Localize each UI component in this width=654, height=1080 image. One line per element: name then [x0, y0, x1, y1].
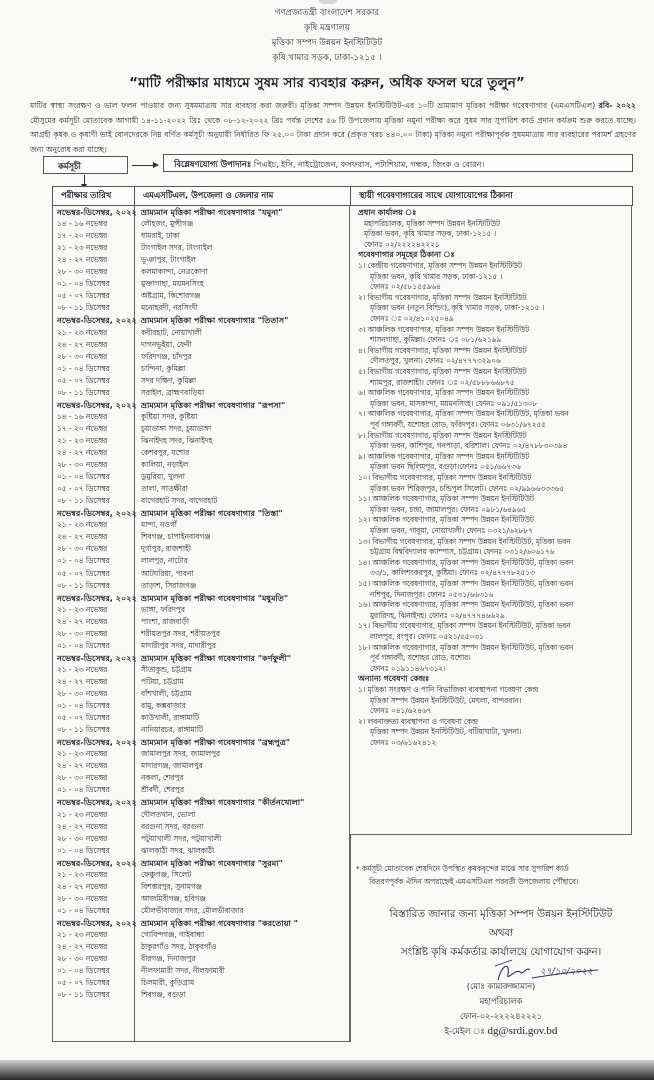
signatory-name: (মোঃ কামারুজ্জামান): [466, 981, 536, 991]
footnote-line-2: বিতরণপূর্বক ঐদিন অপরাহ্নেই এমএসটিএল পরবর্তী উপজেলায় পৌঁছাবে।: [369, 877, 579, 886]
address-list: [350, 205, 632, 835]
stop-date: ২৪ - ২৭ নভেম্বর: [57, 761, 108, 771]
stop-date: ১৭ - ২০ নভেম্বর: [57, 231, 108, 241]
stop-date: ১৪ - ১৬ নভেম্বর: [57, 219, 108, 229]
schedule-row: [53, 531, 349, 543]
lab-address-line: মৃত্তিকা ভবন, চন্দ্রা, জামালপুর। ফোনঃ ০৯৮১/৬৪৯৬৫: [370, 504, 527, 514]
column-divider-lower: [350, 835, 351, 1042]
stop-date: ০৮ - ১১ ডিসেম্বর: [57, 496, 110, 506]
lab-address-line: মৃত্তিকা ভবন (নতুন বিল্ডিং), কৃষি খামার সড়ক, ঢাকা-১২১৫ ।: [370, 303, 545, 313]
schedule-row: [53, 989, 349, 1001]
lab-address-line: শ্যামপুর, রাজশাহী। ফোনঃ ঃ ০২/৫৮৮৮৬৬৮৭৫: [370, 377, 515, 387]
schedule-row: [53, 676, 349, 688]
lab-address-title: ৩। আঞ্চলিক গবেষণাগার, মৃত্তিকা সম্পদ উন্নয়ন ইনস্টিটিউট: [358, 324, 530, 334]
schedule-group-row: [53, 736, 349, 748]
stop-place: ভূঞাপুর, টাংগাইল: [141, 255, 196, 265]
schedule-row: [53, 712, 349, 724]
analysis-elements-box: [163, 154, 633, 172]
group-period: নভেম্বর-ডিসেম্বর, ২০২২: [57, 315, 137, 326]
lab-name: ভ্রাম্যমান মৃত্তিকা পরীক্ষা গবেষণাগার "রূপসা": [141, 399, 286, 410]
stop-date: ২৪ - ২৭ নভেম্বর: [57, 616, 108, 626]
email-link[interactable]: dg@srdi.gov.bd: [487, 1025, 558, 1037]
stop-place: ফেঞ্চুগঞ্জ, সিলেট: [141, 869, 192, 879]
schedule-row: [53, 893, 349, 905]
lab-name: ভ্রাম্যমান মৃত্তিকা পরীক্ষা গবেষণাগার "কর্ণফুলী": [141, 652, 291, 663]
stop-date: ২১ - ২৩ নভেম্বর: [57, 327, 108, 337]
lab-address-line: ফোনঃ ০২/৫৮১৫৫৯৬৪: [370, 282, 441, 292]
stop-place: দাগনভূইয়া, ফেনী: [141, 339, 192, 349]
lab-address-line: মৃত্তিকা ভবন, কাশিপুর, গনপাড়া, বরিশাল। ফোনঃ ০২/৪৭৮৮৩০৩৯৪: [370, 441, 568, 451]
lab-address-line: চট্টগ্রাম বিশ্ববিদ্যালয় ক্যাম্পাস, চট্টগ্রাম। ফোনঃ ০৩১২/৬০৬১৭৬: [370, 547, 555, 557]
group-period: নভেম্বর-ডিসেম্বর, ২০২২: [57, 207, 137, 217]
schedule-row: [53, 724, 349, 736]
stop-place: লালপুর, নাটোর: [141, 556, 188, 566]
center-line: ফোনঃ ০৪১/৬২৪৬৭: [370, 706, 432, 716]
stop-place: মৌলভীবাজার সদর, মৌলভীবাজার: [141, 905, 244, 915]
stop-date: ২১ - ২৩ নভেম্বর: [57, 604, 108, 614]
stop-date: ২৪ - ২৭ নভেম্বর: [57, 255, 108, 265]
signatory-email-line: [356, 1024, 646, 1039]
lab-address-line: মৃত্তিকা ভবন ছিলিমপুর, বগুড়া।ফোনঃ ০৫১/৬৬৭৩৬: [370, 462, 521, 472]
stop-place: চান্দিনা, কুমিল্লা: [141, 363, 186, 373]
stop-date: ০১ - ০৪ ডিসেম্বর: [57, 785, 110, 795]
schedule-row: [53, 363, 349, 375]
footnote-line-1: * কর্মসূচী মোতাবেক শেষদিনে উপস্থিত কৃষকবৃন্দের মাঝে সার সুপারিশ কার্ড: [356, 864, 569, 873]
schedule-row: [53, 977, 349, 989]
stop-place: শিবগঞ্জ, বগুড়া: [141, 990, 186, 1000]
schedule-row: [53, 266, 349, 278]
stop-date: ২৮ - ৩০ নভেম্বর: [57, 351, 108, 361]
lab-address-title: ৫। বিভাগীয় গবেষণাগার, মৃত্তিকা সম্পদ উন্নয়ন ইনস্টিটিউট: [358, 367, 527, 376]
stop-date: ০১ - ০৪ ডিসেম্বর: [57, 845, 110, 855]
schedule-row: [53, 772, 349, 784]
stop-place: ধামরাই, ঢাকা: [141, 231, 180, 241]
schedule-row: [53, 411, 349, 423]
group-period: নভেম্বর-ডিসেম্বর, ২০২২: [57, 917, 137, 928]
header-address: কৃষি খামার সড়ক, ঢাকা-১২১৫ ।: [272, 53, 382, 63]
lab-name: ভ্রাম্যমান মৃত্তিকা পরীক্ষা গবেষণাগার "ব্রহ্মপুত্র": [141, 737, 290, 748]
schedule-row: [53, 459, 349, 471]
stop-place: ঝিনাইদহ সদর, ঝিনাইদহ: [141, 435, 213, 445]
stop-place: বরগুনা সদর, বরগুনা: [141, 821, 204, 831]
stop-date: ২৪ - ২৭ নভেম্বর: [57, 676, 108, 686]
footnote: [356, 862, 646, 888]
stop-place: মনোহরদী, নরসিংদী: [141, 303, 198, 313]
stop-place: কেশবপুর, যশোর: [141, 448, 190, 457]
stop-place: সরাইল, ব্রাহ্মণবাড়িয়া: [141, 387, 205, 397]
group-period: নভেম্বর-ডিসেম্বর, ২০২২: [57, 508, 137, 519]
lab-address-line: মৃত্তিকা ভবন, মাসকান্দা, ময়মনসিংহ। ফোনঃ ০৯১/৫১৩০৮: [370, 398, 538, 408]
stop-place: ফরিদগঞ্জ, চাঁদপুর: [141, 351, 192, 361]
schedule-row: [53, 242, 349, 254]
lab-address-title: ১। কেন্দ্রীয় গবেষণাগার, মৃত্তিকা সম্পদ উন্নয়ন ইনস্টিটিউট: [358, 261, 522, 270]
header-government: গণপ্রজাতন্ত্রী বাংলাদেশ সরকার: [274, 8, 380, 18]
schedule-row: [53, 568, 349, 580]
lab-address-title: ৭। আঞ্চলিক গবেষণাগার, মৃত্তিকা সম্পদ উন্নয়ন ইনস্টিটিউট, মৃত্তিকা ভবন: [358, 409, 569, 419]
schedule-table-header: [52, 186, 633, 206]
lab-address-line: নশিপুর, দিনাজপুর। ফোনঃ ০৫৩১/৬৬৩১৬: [370, 589, 494, 599]
schedule-group-row: [53, 796, 349, 808]
stop-date: ২১ - ২৩ নভেম্বর: [57, 869, 108, 879]
stop-date: ২৪ - ২৭ নভেম্বর: [57, 448, 108, 457]
lab-address-line: পূর্ব গঙ্গাবর্দী, যশোহর রোড, যশোর।: [370, 653, 471, 663]
schedule-row: [53, 290, 349, 302]
lab-address-title: ১৮। আঞ্চলিক গবেষণাগার, মৃত্তিকা সম্পদ উন্নয়ন ইনস্টিটিউট, মৃত্তিকা ভবন: [358, 642, 574, 652]
lab-name: ভ্রাম্যমান মৃত্তিকা পরীক্ষা গবেষণাগার "মধুমতি": [141, 592, 289, 603]
stop-date: ২৮ - ৩০ নভেম্বর: [57, 460, 108, 470]
schedule-group-row: [53, 206, 349, 218]
others-title: অন্যান্য গবেষণা কেন্দ্রঃ: [358, 674, 430, 684]
group-period: নভেম্বর-ডিসেম্বর, ২০২২: [57, 652, 137, 663]
lab-name: ভ্রাম্যমান মৃত্তিকা পরীক্ষা গবেষণাগার "যমুনা": [141, 207, 283, 217]
stop-place: দুর্গাপুর, রাজশাহী: [141, 544, 191, 554]
lab-address-title: ৯। আঞ্চলিক গবেষণাগার, মৃত্তিকা সম্পদ উন্নয়ন ইনস্টিটিউট: [358, 451, 530, 461]
schedule-row: [53, 387, 349, 399]
stop-place: অষ্টগ্রাম, কিশোরগঞ্জ: [141, 291, 201, 301]
schedule-row: [53, 278, 349, 290]
stop-place: লৌহজং, মুন্সীগঞ্জ: [141, 219, 194, 229]
schedule-row: [53, 351, 349, 363]
stop-place: কালিয়া, নড়াইল: [141, 460, 189, 470]
stop-date: ০১ - ০৪ ডিসেম্বর: [57, 966, 110, 976]
schedule-row: [53, 965, 349, 977]
stop-place: পটিয়া, চট্টগ্রাম: [141, 676, 184, 686]
lab-address-line: মুরারিদহ, ঝিনাইদহ। ফোনঃ ০২/৪৭৭৭৪৬৬২৯: [370, 610, 505, 620]
schedule-row: [53, 809, 349, 821]
stop-place: নীলফামারী সদর, নীলফামারী: [141, 966, 225, 976]
lab-name: ভ্রাম্যমান মৃত্তিকা পরীক্ষা গবেষণাগার "তিতাস": [141, 315, 289, 326]
center-line: ফোনঃ ০৩/৬১৬২৪১২: [370, 738, 437, 747]
stop-date: ২১ - ২৩ নভেম্বর: [57, 243, 108, 253]
lab-address-title: ৪। বিভাগীয় গবেষণাগার, মৃত্তিকা সম্পদ উন্নয়ন ইনস্টিটিউট: [358, 345, 527, 355]
stop-date: ১৪ - ১৬ নভেম্বর: [57, 411, 108, 421]
stop-date: ০১ - ০৪ ডিসেম্বর: [57, 701, 110, 711]
lab-name: ভ্রাম্যমান মৃত্তিকা পরীক্ষা গবেষণাগার "কীর্তনখোলা": [141, 797, 305, 808]
stop-date: ০৮ - ১১ ডিসেম্বর: [57, 580, 110, 590]
stop-date: ০১ - ০৪ ডিসেম্বর: [57, 905, 110, 915]
lab-address-title: ১৪। আঞ্চলিক গবেষণাগার, মৃত্তিকা সম্পদ উন্নয়ন ইনস্টিটিউট, মৃত্তিকা ভবন: [358, 557, 574, 567]
stop-place: পাংশা, রাজবাড়ী: [141, 616, 190, 626]
schedule-row: [53, 640, 349, 652]
schedule-row: [53, 905, 349, 917]
lab-address-line: দৌলতপুর, খুলনা। ফোনঃ ০২/৪৭৭৭৩২৯০৬: [370, 356, 501, 366]
schedule-row: [53, 218, 349, 230]
group-period: নভেম্বর-ডিসেম্বর, ২০২২: [57, 737, 137, 748]
schedule-list: [52, 205, 350, 1042]
stop-date: ০৫ - ০৭ ডিসেম্বর: [57, 713, 110, 723]
stop-place: মাদারীপুর সদর, মাদারীপুর: [141, 640, 216, 650]
lab-address-title: ১৬। আঞ্চলিক গবেষণাগার, মৃত্তিকা সম্পদ উন্নয়ন ইনস্টিটিউট, মৃত্তিকা ভবন: [358, 600, 574, 610]
stop-date: ২৮ - ৩০ নভেম্বর: [57, 628, 108, 638]
stop-place: ডুমুরিয়া, খুলনা: [141, 472, 185, 482]
group-period: নভেম্বর-ডিসেম্বর, ২০২২: [57, 399, 137, 410]
lab-address-title: ১৩। বিভাগীয় গবেষণাগার, মৃত্তিকা সম্পদ উন্নয়ন ইনস্টিটিউট, মৃত্তিকা ভবন: [358, 536, 571, 546]
lab-name: ভ্রাম্যমান মৃত্তিকা পরীক্ষা গবেষণাগার "তিস্তা": [141, 508, 283, 519]
schedule-row: [53, 881, 349, 893]
stop-place: শিবগঞ্জ, চাপাইনবাবগঞ্জ: [141, 532, 211, 542]
schedule-row: [53, 833, 349, 845]
stop-place: মুক্তাগাছা, ময়মনসিংহ: [141, 279, 204, 289]
stop-date: ২৮ - ৩০ নভেম্বর: [57, 954, 108, 964]
stop-date: ২৪ - ২৭ নভেম্বর: [57, 881, 108, 891]
stop-date: ২৪ - ২৭ নভেম্বর: [57, 821, 108, 831]
intro-paragraph: [30, 99, 636, 157]
stop-place: গোবিন্দগঞ্জ, গাইবান্ধা: [141, 930, 205, 939]
lab-name: ভ্রাম্যমান মৃত্তিকা পরীক্ষা গবেষণাগার "করতোয়া ": [141, 917, 298, 928]
stop-place: সদর দক্ষিণ, কুমিল্লা: [141, 375, 197, 385]
stop-place: কাউখালী, রাঙ্গামাটি: [141, 713, 200, 723]
header-institute: মৃত্তিকা সম্পদ উন্নয়ন ইনস্টিটিউট: [271, 38, 383, 48]
schedule-row: [53, 845, 349, 857]
stop-place: তাড়াশ, সিরাজগঞ্জ: [141, 580, 197, 590]
stop-date: ০৮ - ১১ ডিসেম্বর: [57, 387, 110, 397]
stop-place: আটঘরিয়া, পাবনা: [141, 568, 194, 578]
schedule-group-row: [53, 399, 349, 411]
stop-place: মান্দা, নওগাঁ: [141, 520, 177, 530]
lab-address-line: মৃত্তিকা ভবন, গাবুয়া, নোয়াখালী। ফোনঃ ০৩২১/৬২৮৮৭: [370, 526, 533, 535]
schedule-row: [53, 784, 349, 796]
stop-date: ২৮ - ৩০ নভেম্বর: [57, 833, 108, 843]
stop-place: কলমাকান্দা, নেত্রকোণা: [141, 267, 208, 277]
center-line: মৃত্তিকা সম্পদ উন্নয়ন ইনস্টিটিউট, মেঘলা, বান্দরবান।: [370, 695, 522, 705]
stop-place: তালা, সাতক্ষীরা: [141, 484, 188, 494]
stop-place: টাংগাইল সদর, টাংগাইল: [141, 243, 213, 253]
schedule-row: [53, 483, 349, 495]
stop-date: ২১ - ২৩ নভেম্বর: [57, 749, 108, 759]
stop-place: শরীয়তপুর সদর, শরীয়তপুর: [141, 628, 220, 638]
stop-place: ঝালকাঠী সদর, ঝালকাঠী: [141, 845, 215, 855]
stop-date: ২১ - ২৩ নভেম্বর: [57, 520, 108, 530]
header-date: পরীক্ষার তারিখ: [53, 187, 135, 206]
schedule-row: [53, 688, 349, 700]
lab-address-line: ৩৩/১, কালিশংকরপুর, কুষ্টিয়া। ফোনঃ ০২/৪৭৭৭৮২৫১৩: [370, 568, 535, 578]
stop-date: ০১ - ০৪ ডিসেম্বর: [57, 279, 110, 289]
stop-date: ০১ - ০৪ ডিসেম্বর: [57, 556, 110, 566]
stop-place: ভাঙ্গা, ফরিদপুর: [141, 604, 185, 614]
stop-date: ২৮ - ৩০ নভেম্বর: [57, 893, 108, 903]
header-address: স্থায়ী গবেষণাগারের সাথে যোগাযোগের ঠিকানা: [351, 187, 633, 206]
stop-date: ০৫ - ০৭ ডিসেম্বর: [57, 978, 110, 988]
schedule-row: [53, 519, 349, 531]
stop-date: ২৮ - ৩০ নভেম্বর: [57, 689, 108, 698]
schedule-row: [53, 664, 349, 676]
header-ministry: কৃষি মন্ত্রণালয়: [304, 23, 350, 33]
stop-place: বীরগঞ্জ, দিনাজপুর: [141, 954, 196, 964]
analysis-items: পিএইচ, ইসি, নাইট্রোজেন, ফসফরাস, পটাশিয়াম, গন্ধক, জিংক ও বোরন।: [253, 160, 485, 169]
group-period: নভেম্বর-ডিসেম্বর, ২০২২: [57, 592, 137, 603]
stop-date: ২৪ - ২৭ নভেম্বর: [57, 339, 108, 349]
schedule-row: [53, 339, 349, 351]
stop-date: ২৮ - ৩০ নভেম্বর: [57, 773, 108, 783]
schedule-row: [53, 447, 349, 459]
stop-date: ২১ - ২৩ নভেম্বর: [57, 930, 108, 939]
header-place: এমএসটিএল, উপজেলা ও জেলার নাম: [135, 187, 351, 206]
head-office-line: মৃত্তিকা ভবন, কৃষি খামার সড়ক, ঢাকা-১২১৫ ।: [364, 229, 497, 239]
center-title: ১। মৃত্তিকা সংরক্ষণ ও পানি বিভাজিকা ব্যবস্থাপনা গবেষণা কেন্দ্র: [358, 685, 539, 694]
schedule-row: [53, 869, 349, 881]
lab-address-title: ১১। আঞ্চলিক গবেষণাগার, মৃত্তিকা সম্পদ উন্নয়ন ইনস্টিটিউট: [358, 494, 534, 504]
stop-date: ২৪ - ২৭ নভেম্বর: [57, 942, 108, 952]
stop-place: মাদারগঞ্জ, জামালপুর: [141, 761, 203, 771]
stop-date: ২৮ - ৩০ নভেম্বর: [57, 267, 108, 277]
arrow-right-icon: [132, 165, 157, 166]
stop-date: ২১ - ২৩ নভেম্বর: [57, 664, 108, 674]
analysis-label: বিশ্লেষণযোগ্য উপাদানঃ: [174, 159, 252, 169]
lab-address-line: মৃত্তিকা ভবন শিরিজপুর, চন্ডিপুল সিলেট। ফোনঃ ০২/৯৯৬৬৩৩৩৬৫: [370, 483, 565, 493]
signatory-block: [356, 960, 646, 1039]
lab-address-line: ফোনঃ ঃ ০২/৪১০২৫০৪৯: [370, 314, 454, 323]
stop-place: দৌলতখান, ভোলা: [141, 809, 196, 819]
stop-place: ঠাকুরগাঁও সদর, ঠাকুরগাঁও: [141, 942, 217, 952]
contact-line-3: সংশ্লিষ্ট কৃষি কর্মকর্তার কার্যালয়ে যোগাযোগ করুন।: [400, 946, 602, 958]
contact-line-2: অথবা: [488, 927, 514, 939]
group-period: নভেম্বর-ডিসেম্বর, ২০২২: [57, 797, 137, 808]
stop-date: ২১ - ২৩ নভেম্বর: [57, 809, 108, 819]
group-period: নভেম্বর-ডিসেম্বর, ২০২২: [57, 857, 137, 868]
stop-date: ২১ - ২৩ নভেম্বর: [57, 435, 108, 445]
stop-place: আজমিরীগঞ্জ, হবিগঞ্জ: [141, 893, 206, 903]
stop-date: ০১ - ০৪ ডিসেম্বর: [57, 640, 110, 650]
lab-address-line: মৃত্তিকা ভবন, কৃষি খামার সড়ক, ঢাকা-১২১৫ ।: [370, 271, 503, 281]
stop-place: চুয়াডাঙ্গা সদর, চুয়াডাঙ্গা: [141, 423, 212, 433]
stop-place: কবীরহাট, নোয়াখালী: [141, 327, 202, 337]
email-label: ই-মেইল ঃ: [444, 1026, 488, 1036]
stop-place: কুষ্টিয়া সদর, কুষ্টিয়া: [141, 411, 198, 421]
head-office-title: প্রধান কার্যালয় ঃ: [358, 208, 417, 217]
schedule-row: [53, 628, 349, 640]
stop-date: ১৭ - ২০ নভেম্বর: [57, 423, 108, 433]
intro-text-2: মৌসুমের কর্মসূচী মোতাবেক আগামী ১৪-১১-২০২২ খ্রিঃ থেকে ০৮-১২-২০২২ খ্রিঃ পর্যন্ত দেশের ৫৬ টি উপজেলায় মৃত্তিকা নমুনা পরীক্ষা করে সুষম সার সুপারিশ কার্ড প্রদান কর্যক্রম শুরু করতে যাচ্ছে। আগ্রহী কৃষক ও কৃষাণী ভাই বোনদেরকে নিম্ন বর্ণিত কর্মসূচী অনুযায়ী নির্ধারিত ফি ২৫.০০ টাকা প্রদান করে (প্রকৃত খরচ ৪৪০.০০ টাকা) মৃত্তিকা নমুনা পরীক্ষাপূর্বক সুষমমাত্রায় সার ব্যবহারের পরামর্শ গ্রহণের জন্য অনুরোধ করা যাচ্ছে।: [30, 115, 636, 154]
schedule-row: [53, 471, 349, 483]
stop-date: ০৫ - ০৭ ডিসেম্বর: [57, 375, 110, 385]
lab-address-title: ৮। বিভাগীয় গবেষণাগার, মৃত্তিকা সম্পদ উন্নয়ন ইনস্টিটিউট: [358, 430, 527, 440]
stop-place: জামালপুর সদর, জামালপুর: [141, 749, 221, 759]
signature-date: ২৭/১০/২০২২: [540, 967, 593, 977]
schedule-row: [53, 327, 349, 339]
stop-date: ০৫ - ০৭ ডিসেম্বর: [57, 568, 110, 578]
contact-line-1: বিস্তারিত জানার জন্য মৃত্তিকা সম্পদ উন্নয়ন ইনস্টিটিউট: [389, 908, 613, 920]
stop-date: ০১ - ০৪ ডিসেম্বর: [57, 363, 110, 373]
lab-address-line: ফোনঃ ০১৯১১৪৬৭৩১২।: [370, 663, 446, 673]
schedule-row: [53, 700, 349, 712]
stop-place: শ্রীবর্দী, শেরপুর: [141, 785, 185, 795]
schedule-row: [53, 423, 349, 435]
schedule-row: [53, 302, 349, 314]
lab-address-title: ১০। বিভাগীয় গবেষণাগার, মৃত্তিকা সম্পদ উন্নয়ন ইনস্টিটিউট: [358, 473, 532, 482]
lab-name: ভ্রাম্যমান মৃত্তিকা পরীক্ষা গবেষণাগার "সুরমা": [141, 857, 283, 868]
schedule-row: [53, 929, 349, 941]
stop-date: ০১ - ০৪ ডিসেম্বর: [57, 472, 110, 482]
schedule-row: [53, 495, 349, 507]
schedule-group-row: [53, 917, 349, 929]
lab-address-line: লালপুর, রংপুর। ফোনঃ ০৫২১/৫৫০৩১: [370, 632, 484, 641]
schedule-row: [53, 435, 349, 447]
signatory-title: মহাপরিচালক: [479, 996, 523, 1006]
schedule-row: [53, 604, 349, 616]
lab-address-line: শাসনগাছা, কুমিল্লা। ফোনঃ ঃ ০৮১/৬২১৯৯: [370, 335, 502, 345]
signatory-phone: ফোন-০২-২২২২৪২২২১: [459, 1011, 543, 1021]
schedule-row: [53, 230, 349, 242]
scan-edge: [0, 1060, 654, 1080]
lab-address-title: ৬। আঞ্চলিক গবেষণাগার, মৃত্তিকা সম্পদ উন্নয়ন ইনস্টিটিউট: [358, 388, 530, 398]
head-office-line: ফোনঃ ০২/২২২২৪২২২১: [364, 239, 440, 249]
schedule-row: [53, 748, 349, 760]
lab-address-title: ১৫। আঞ্চলিক গবেষণাগার, মৃত্তিকা সম্পদ উন্নয়ন ইনস্টিটিউট, মৃত্তিকা ভবন: [358, 579, 574, 588]
schedule-row: [53, 953, 349, 965]
stop-place: বাগেরহাট সদর, বাগেরহাট: [141, 496, 218, 506]
stop-place: বাঁশখালী, চট্টগ্রাম: [141, 689, 192, 698]
slogan: “মাটি পরীক্ষার মাধ্যমে সুষম সার ব্যবহার করুন, অধিক ফসল ঘরে তুলুন”: [129, 75, 525, 91]
schedule-row: [53, 821, 349, 833]
lab-address-title: ১২। আঞ্চলিক গবেষণাগার, মৃত্তিকা সম্পদ উন্নয়ন ইনস্টিটিউট: [358, 515, 534, 525]
center-line: মৃত্তিকা সম্পদ উন্নয়ন ইনস্টিটিউট, বটিয়াঘাটা, খুলনা।: [370, 727, 522, 737]
stop-date: ০৫ - ০৭ ডিসেম্বর: [57, 484, 110, 494]
schedule-group-row: [53, 652, 349, 664]
stop-place: নকলা, শেরপুর: [141, 773, 184, 783]
stop-place: সীতাকুন্ড, চট্টগ্রাম: [141, 664, 192, 674]
center-title: ২। লবনাক্ততা ব্যবস্থাপনা ও গবেষণা কেন্দ্র: [358, 716, 478, 726]
stop-date: ২৮ - ৩০ নভেম্বর: [57, 544, 108, 554]
stop-place: বিশম্ভরপুর, সুনামগঞ্জ: [141, 881, 202, 891]
schedule-row: [53, 375, 349, 387]
stop-place: পটুয়াখালী সদর, পটুয়াখালী: [141, 833, 222, 843]
labs-title: গবেষণাগার সমূহের ঠিকানা ঃ: [358, 250, 455, 260]
lab-address-title: ২। বিভাগীয় গবেষণাগার, মৃত্তিকা সম্পদ উন্নয়ন ইনস্টিটিউট: [358, 292, 527, 302]
lab-address-title: ১৭। বিভাগীয় গবেষণাগার, মৃত্তিকা সম্পদ উন্নয়ন ইনস্টিটিউট, মৃত্তিকা ভবন: [358, 621, 571, 631]
schedule-row: [53, 616, 349, 628]
schedule-row: [53, 543, 349, 555]
stop-date: ০৫ - ০৭ ডিসেম্বর: [57, 291, 110, 301]
stop-date: ০৮ - ১১ ডিসেম্বর: [57, 303, 110, 313]
head-office-line: মহাপরিচালক, মৃত্তিকা সম্পদ উন্নয়ন ইনস্টিটিউট: [364, 218, 501, 228]
intro-text-1: মাটির স্বাস্থ্য সংরক্ষণ ও ভাল ফলন পাওয়ার জন্য সুষমমাত্রায় সার ব্যবহার করা জরুরী। মৃত্তিকা সম্পদ উন্নয়ন ইনস্টিটিউট-এর ১০টি ভ্রাম্যমাণ মৃত্তিকা পরীক্ষা গবেষণাগার (এমএসটিএল): [30, 101, 596, 110]
schedule-row: [53, 941, 349, 953]
intro-season: রবি- ২০২২: [598, 101, 636, 110]
stop-date: ২৪ - ২৭ নভেম্বর: [57, 532, 108, 542]
schedule-row: [53, 555, 349, 567]
schedule-group-row: [53, 592, 349, 604]
stop-place: নানিয়ারচর, রাঙ্গামাটি: [141, 725, 204, 735]
stop-date: ০৮ - ১১ ডিসেম্বর: [57, 725, 110, 735]
schedule-row: [53, 760, 349, 772]
lab-address-line: পূর্ব গঙ্গাবর্দী, যশোহর রোড, ফরিদপুর। ফোনঃ ০৬৩১/৬৭২৫৫: [370, 420, 546, 429]
stop-date: ০৮ - ১১ ডিসেম্বর: [57, 990, 110, 1000]
schedule-group-row: [53, 314, 349, 326]
stop-place: চিলমারী, কুড়িগ্রাম: [141, 978, 195, 988]
schedule-group-row: [53, 857, 349, 869]
stop-place: রামু, কক্সবাজার: [141, 701, 186, 711]
program-label-box: কর্মসূচী: [43, 156, 128, 174]
schedule-row: [53, 254, 349, 266]
schedule-row: [53, 580, 349, 592]
contact-block: [356, 905, 646, 962]
schedule-group-row: [53, 507, 349, 519]
